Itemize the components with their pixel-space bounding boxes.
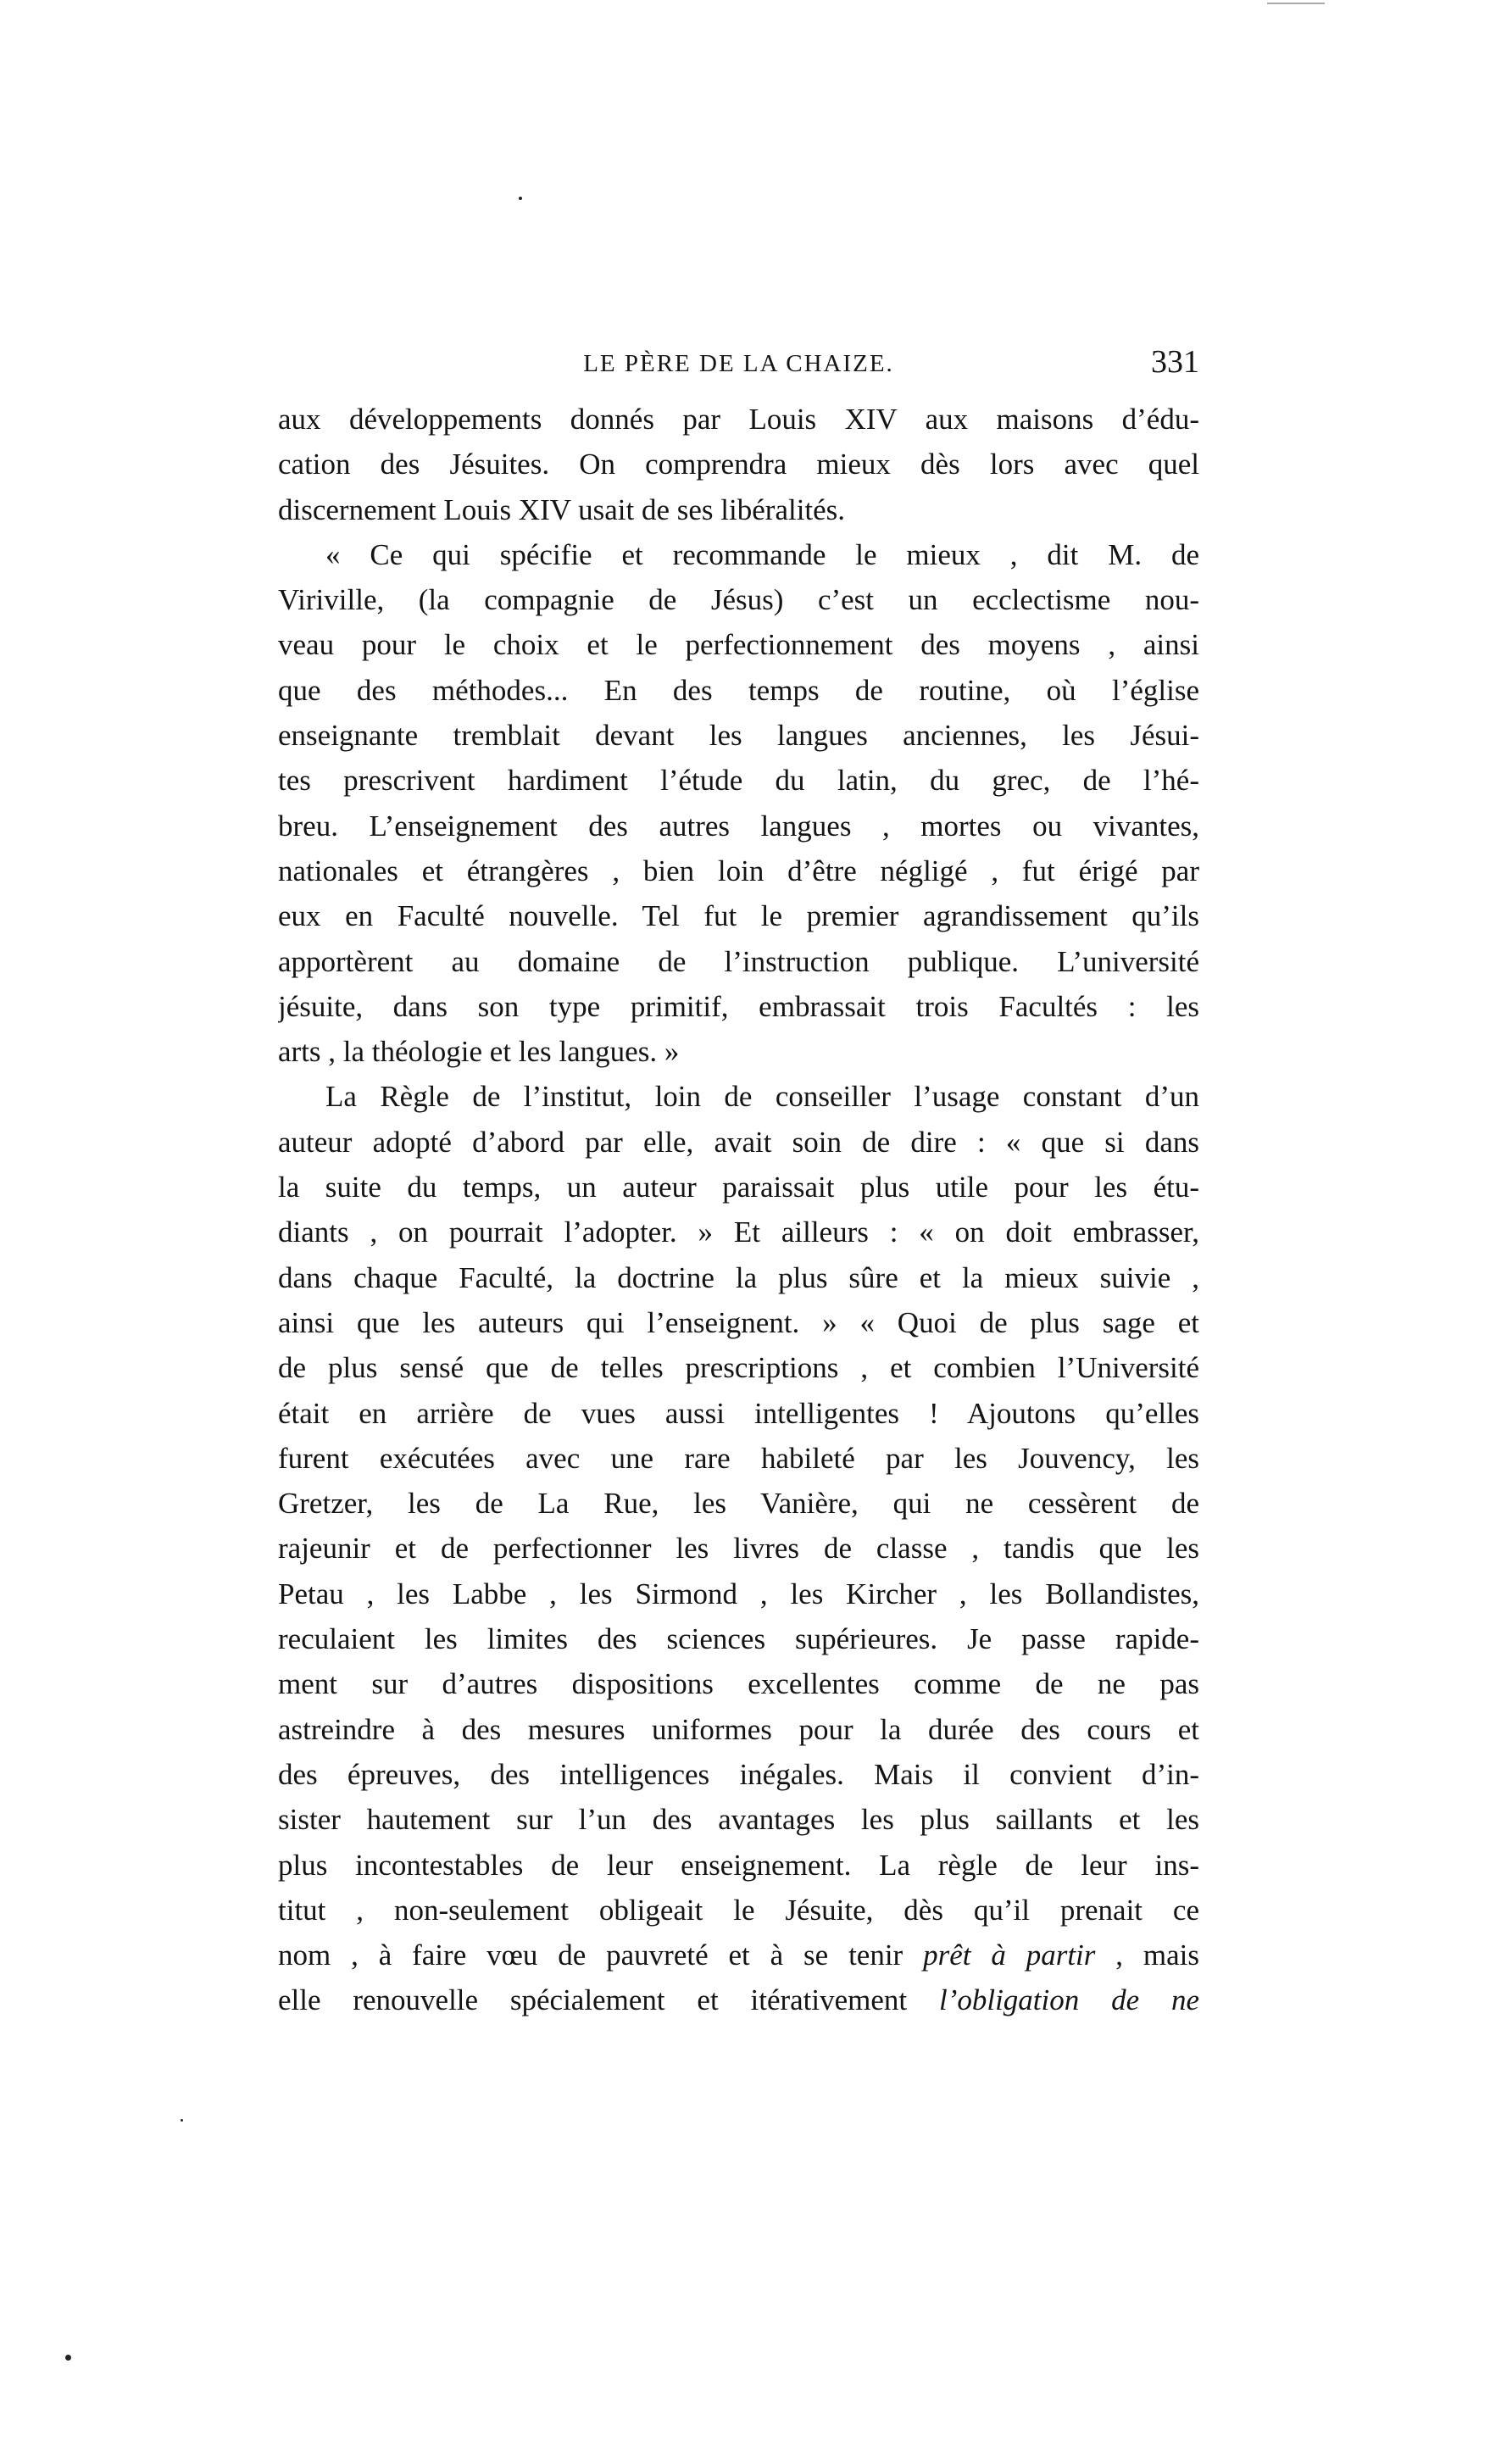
- text-segment: Gretzer, les de La Rue, les Vanière, qui ne cessèrent de: [278, 1487, 1199, 1521]
- italic-text: l’obligation de ne: [938, 1983, 1199, 2017]
- text-segment: Viriville, (la compagnie de Jésus) c’est un ecclectisme nou-: [278, 583, 1199, 617]
- text-line: [278, 532, 1199, 577]
- text-segment: jésuite, dans son type primitif, embrassait trois Facultés : les: [278, 989, 1199, 1023]
- scan-speck: [181, 2119, 183, 2122]
- text-line: [278, 848, 1199, 893]
- text-segment: titut , non-seulement obligeait le Jésuite, dès qu’il prenait ce: [278, 1893, 1199, 1927]
- scan-edge-mark: [1267, 3, 1325, 4]
- text-line: [278, 1797, 1199, 1842]
- text-segment: diants , on pourrait l’adopter. » Et ailleurs : « on doit embrasser,: [278, 1215, 1199, 1249]
- text-line: [278, 1436, 1199, 1481]
- text-segment: apportèrent au domaine de l’instruction publique. L’université: [278, 944, 1199, 978]
- text-segment: nom , à faire vœu de pauvreté et à se tenir: [278, 1938, 924, 1972]
- text-line: [278, 397, 1199, 442]
- text-line: [278, 1074, 1199, 1119]
- text-segment: arts , la théologie et les langues. »: [278, 1035, 680, 1069]
- text-line: [278, 1977, 1199, 2022]
- text-line: [278, 1165, 1199, 1210]
- text-line: [278, 1661, 1199, 1706]
- text-segment: discernement Louis XIV usait de ses libéralités.: [278, 492, 846, 526]
- text-segment: rajeunir et de perfectionner les livres de classe , tandis que les: [278, 1532, 1199, 1566]
- text-segment: breu. L’enseignement des autres langues , mortes ou vivantes,: [278, 809, 1199, 843]
- text-segment: sister hautement sur l’un des avantages les plus saillants et les: [278, 1803, 1199, 1837]
- text-line: [278, 577, 1199, 622]
- text-segment: aux développements donnés par Louis XIV aux maisons d’édu-: [278, 403, 1199, 436]
- text-segment: La Règle de l’institut, loin de conseiller l’usage constant d’un: [325, 1080, 1199, 1114]
- text-line: [278, 804, 1199, 848]
- text-segment: que des méthodes... En des temps de routine, où l’église: [278, 673, 1199, 707]
- text-segment: tes prescrivent hardiment l’étude du latin, du grec, de l’hé-: [278, 764, 1199, 798]
- text-line: [278, 1345, 1199, 1390]
- text-segment: elle renouvelle spécialement et itérativement: [278, 1983, 939, 2017]
- text-line: [278, 442, 1199, 487]
- text-segment: , mais: [1095, 1938, 1199, 1972]
- page-number: 331: [1151, 344, 1199, 380]
- text-segment: veau pour le choix et le perfectionnement des moyens , ainsi: [278, 628, 1199, 662]
- text-line: [278, 1616, 1199, 1661]
- text-line: [278, 668, 1199, 713]
- text-line: [278, 1888, 1199, 1933]
- body-text: [278, 397, 1199, 2023]
- page-header: [278, 343, 1199, 386]
- text-segment: la suite du temps, un auteur paraissait plus utile pour les étu-: [278, 1171, 1199, 1204]
- text-segment: « Ce qui spécifie et recommande le mieux , dit M. de: [325, 537, 1199, 571]
- text-line: [278, 1255, 1199, 1300]
- text-segment: ment sur d’autres dispositions excellentes comme de ne pas: [278, 1667, 1199, 1701]
- text-segment: cation des Jésuites. On comprendra mieux dès lors avec quel: [278, 448, 1199, 481]
- text-line: [278, 939, 1199, 984]
- text-line: [278, 1707, 1199, 1752]
- text-segment: ainsi que les auteurs qui l’enseignent. » « Quoi de plus sage et: [278, 1305, 1199, 1339]
- text-line: [278, 758, 1199, 803]
- text-line: [278, 893, 1199, 938]
- text-segment: eux en Faculté nouvelle. Tel fut le premier agrandissement qu’ils: [278, 899, 1199, 933]
- text-segment: était en arrière de vues aussi intelligentes ! Ajoutons qu’elles: [278, 1396, 1199, 1430]
- text-line: [278, 713, 1199, 758]
- text-line: [278, 1571, 1199, 1616]
- text-segment: de plus sensé que de telles prescriptions , et combien l’Université: [278, 1351, 1199, 1385]
- text-line: [278, 1391, 1199, 1436]
- text-line: [278, 1843, 1199, 1888]
- text-line: [278, 1029, 1199, 1074]
- text-segment: astreindre à des mesures uniformes pour la durée des cours et: [278, 1712, 1199, 1746]
- text-line: [278, 1481, 1199, 1526]
- running-title: LE PÈRE DE LA CHAIZE.: [583, 350, 894, 377]
- text-segment: enseignante tremblait devant les langues anciennes, les Jésui-: [278, 719, 1199, 753]
- text-line: [278, 1933, 1199, 1977]
- text-line: [278, 984, 1199, 1029]
- text-line: [278, 487, 1199, 532]
- text-segment: Petau , les Labbe , les Sirmond , les Kircher , les Bollandistes,: [278, 1577, 1199, 1610]
- text-line: [278, 622, 1199, 667]
- text-segment: dans chaque Faculté, la doctrine la plus sûre et la mieux suivie ,: [278, 1260, 1199, 1294]
- italic-text: prêt à partir: [923, 1938, 1096, 1972]
- text-line: [278, 1752, 1199, 1797]
- text-segment: auteur adopté d’abord par elle, avait soin de dire : « que si dans: [278, 1125, 1199, 1159]
- scan-speck: [65, 2355, 71, 2361]
- text-segment: furent exécutées avec une rare habileté par les Jouvency, les: [278, 1441, 1199, 1475]
- scan-speck: [519, 197, 522, 200]
- text-line: [278, 1120, 1199, 1165]
- text-segment: des épreuves, des intelligences inégales. Mais il convient d’in-: [278, 1757, 1199, 1791]
- text-line: [278, 1526, 1199, 1571]
- text-segment: nationales et étrangères , bien loin d’être négligé , fut érigé par: [278, 854, 1199, 887]
- text-segment: plus incontestables de leur enseignement. La règle de leur ins-: [278, 1848, 1199, 1882]
- text-line: [278, 1300, 1199, 1345]
- text-line: [278, 1210, 1199, 1254]
- text-segment: reculaient les limites des sciences supérieures. Je passe rapide-: [278, 1622, 1199, 1656]
